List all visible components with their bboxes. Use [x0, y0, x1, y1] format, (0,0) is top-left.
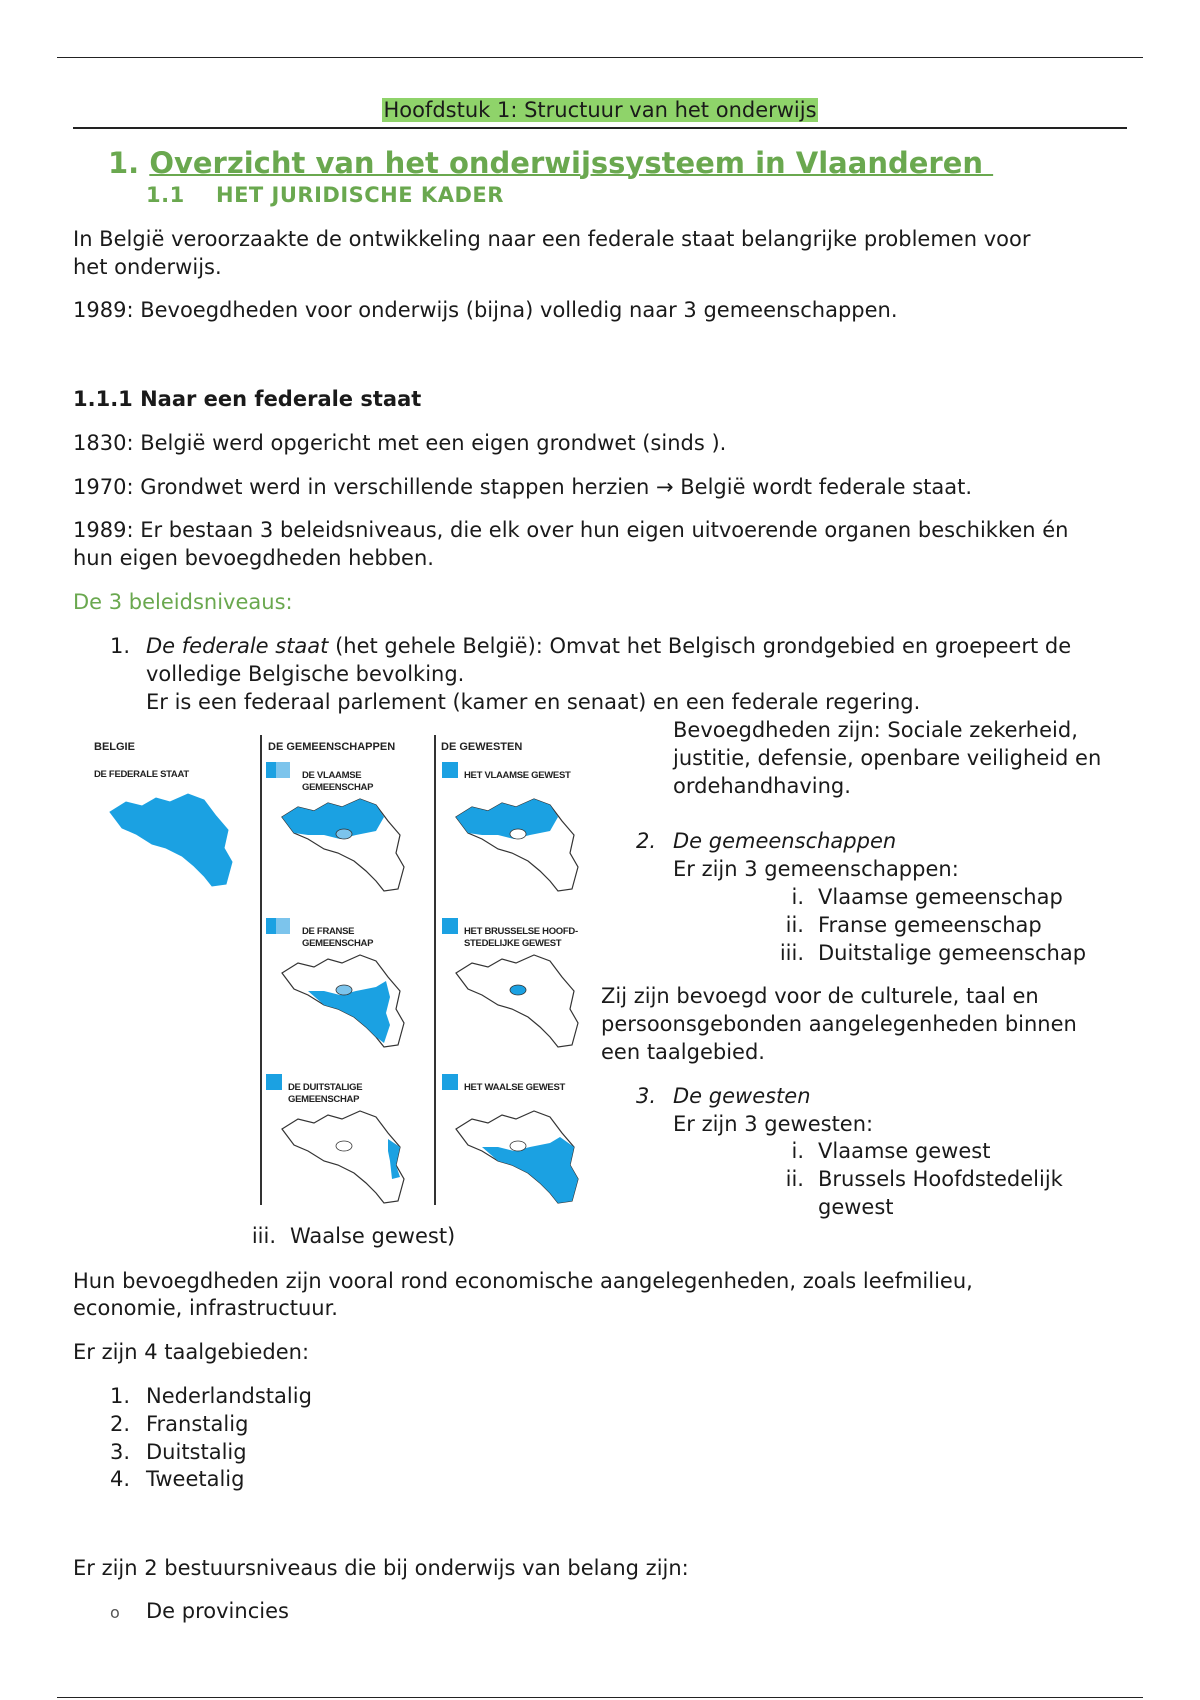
level-1-number: 1.: [110, 634, 131, 658]
level-3-item-1: i. Vlaamse gewest: [791, 1139, 991, 1163]
map-franse-gemeenschap: [280, 951, 410, 1051]
intro-paragraph-line1: In België veroorzaakte de ontwikkeling naar een federale staat belangrijke problemen voor: [73, 227, 1031, 251]
page-header: [0, 96, 1200, 124]
figure-col-gewesten: DE GEWESTEN: [441, 741, 523, 753]
level-1-line1: [146, 632, 1071, 660]
section-number: 1.: [108, 146, 140, 180]
level-2-desc-line1: Zij zijn bevoegd voor de culturele, taal en: [601, 984, 1039, 1008]
subsection-number: 1.1: [146, 183, 185, 207]
swatch-vlaamse-gemeenschap: [266, 762, 276, 778]
level-1-line3: Er is een federaal parlement (kamer en senaat) en een federale regering.: [146, 690, 921, 714]
level-3-item-2: ii. Brussels Hoofdstedelijk: [785, 1167, 1063, 1191]
label-franse-gemeenschap-2: GEMEENSCHAP: [302, 938, 374, 949]
figure-col-belgie: BELGIE: [94, 741, 135, 753]
level-3-title: De gewesten: [673, 1084, 811, 1108]
level-3-number: 3.: [636, 1084, 657, 1108]
level-2-item-3: iii. Duitstalige gemeenschap: [779, 941, 1087, 965]
level-1-competences-line1: Bevoegdheden zijn: Sociale zekerheid,: [673, 718, 1078, 742]
level-1-title: De federale staat: [146, 634, 329, 658]
swatch-franse-gemeenschap: [266, 918, 276, 934]
map-duitstalige-gemeenschap: [280, 1107, 410, 1207]
label-waalse-gewest: HET WAALSE GEWEST: [464, 1082, 565, 1093]
figure-col-gemeenschappen: DE GEMEENSCHAPPEN: [268, 741, 396, 753]
label-franse-gemeenschap-1: DE FRANSE: [302, 926, 355, 937]
level-2-item-1: i. Vlaamse gemeenschap: [791, 885, 1063, 909]
level-3-item-2-continued: gewest: [818, 1195, 894, 1219]
bestuursniveaus-intro: Er zijn 2 bestuursniveaus die bij onderwijs van belang zijn:: [73, 1556, 689, 1580]
bevoegdheden-line1: Hun bevoegdheden zijn vooral rond economische aangelegenheden, zoals leefmilieu,: [73, 1269, 973, 1293]
label-duitstalige-gemeenschap-1: DE DUITSTALIGE: [288, 1082, 363, 1093]
intro-1989-paragraph: 1989: Bevoegdheden voor onderwijs (bijna) volledig naar 3 gemeenschappen.: [73, 298, 898, 322]
level-1-competences-line3: ordehandhaving.: [673, 774, 851, 798]
level-2-intro: Er zijn 3 gemeenschappen:: [673, 857, 959, 881]
section-heading: [108, 146, 993, 180]
paragraph-1989-line2: hun eigen bevoegdheden hebben.: [73, 546, 434, 570]
swatch-duitstalige-gemeenschap: [266, 1074, 282, 1090]
level-2-desc-line2: persoonsgebonden aangelegenheden binnen: [601, 1012, 1077, 1036]
level-2-desc-line3: een taalgebied.: [601, 1040, 765, 1064]
map-federale-staat: [108, 790, 238, 890]
label-duitstalige-gemeenschap-2: GEMEENSCHAP: [288, 1094, 360, 1105]
label-vlaamse-gemeenschap-1: DE VLAAMSE: [302, 770, 362, 781]
label-vlaamse-gemeenschap-2: GEMEENSCHAP: [302, 782, 374, 793]
map-vlaamse-gewest: [454, 795, 584, 895]
swatch-brusselse-gewest: [442, 918, 458, 934]
taalgebied-item-1: 1. Nederlandstalig: [110, 1384, 312, 1408]
page-top-rule: [57, 57, 1143, 58]
paragraph-1830: 1830: België werd opgericht met een eigen grondwet (sinds ).: [73, 431, 727, 455]
figure-divider-1: [260, 735, 262, 1205]
paragraph-1970: 1970: Grondwet werd in verschillende stappen herzien → België wordt federale staat.: [73, 475, 973, 499]
taalgebied-item-4: 4. Tweetalig: [110, 1467, 245, 1491]
level-2-number: 2.: [636, 829, 657, 853]
map-brusselse-gewest: [454, 951, 584, 1051]
level-2-title: De gemeenschappen: [673, 829, 897, 853]
levels-heading: De 3 beleidsniveaus:: [73, 590, 293, 614]
swatch-franse-gemeenschap-light: [274, 918, 290, 934]
section-title: Overzicht van het onderwijssysteem in Vlaanderen: [149, 146, 984, 180]
intro-paragraph-line2: het onderwijs.: [73, 255, 222, 279]
belgium-maps-figure: [86, 735, 596, 1215]
level-2-item-2: ii. Franse gemeenschap: [785, 913, 1042, 937]
level-1-line2: volledige Belgische bevolking.: [146, 662, 465, 686]
taalgebieden-intro: Er zijn 4 taalgebieden:: [73, 1340, 310, 1364]
subsubsection-heading: 1.1.1 Naar een federale staat: [73, 387, 422, 411]
taalgebied-item-2: 2. Franstalig: [110, 1412, 249, 1436]
level-3-item-3: iii. Waalse gewest): [251, 1224, 456, 1248]
swatch-vlaamse-gewest: [442, 762, 458, 778]
map-vlaamse-gemeenschap: [280, 795, 410, 895]
map-waalse-gewest: [454, 1107, 584, 1207]
paragraph-1989-line1: 1989: Er bestaan 3 beleidsniveaus, die elk over hun eigen uitvoerende organen beschikken én: [73, 518, 1069, 542]
subsection-title: HET JURIDISCHE KADER: [216, 183, 504, 207]
subsection-heading: [146, 181, 504, 209]
page-bottom-rule: [57, 1697, 1143, 1698]
chapter-title: Hoofdstuk 1: Structuur van het onderwijs: [383, 98, 817, 122]
label-federale-staat: DE FEDERALE STAAT: [94, 769, 189, 780]
bestuursniveau-item-1: o De provincies: [110, 1597, 289, 1627]
label-vlaamse-gewest: HET VLAAMSE GEWEST: [464, 770, 571, 781]
taalgebied-item-3: 3. Duitstalig: [110, 1440, 247, 1464]
level-3-intro: Er zijn 3 gewesten:: [673, 1112, 874, 1136]
swatch-vlaamse-gemeenschap-light: [274, 762, 290, 778]
bevoegdheden-line2: economie, infrastructuur.: [73, 1296, 338, 1320]
figure-divider-2: [434, 735, 436, 1205]
level-1-description: (het gehele België): Omvat het Belgisch grondgebied en groepeert de: [328, 634, 1072, 658]
swatch-waalse-gewest: [442, 1074, 458, 1090]
label-brusselse-gewest-2: STEDELIJKE GEWEST: [464, 938, 562, 949]
header-rule: [73, 127, 1127, 129]
level-1-competences-line2: justitie, defensie, openbare veiligheid en: [673, 746, 1102, 770]
bullet-circle-icon: o: [110, 1603, 120, 1622]
label-brusselse-gewest-1: HET BRUSSELSE HOOFD-: [464, 926, 578, 937]
